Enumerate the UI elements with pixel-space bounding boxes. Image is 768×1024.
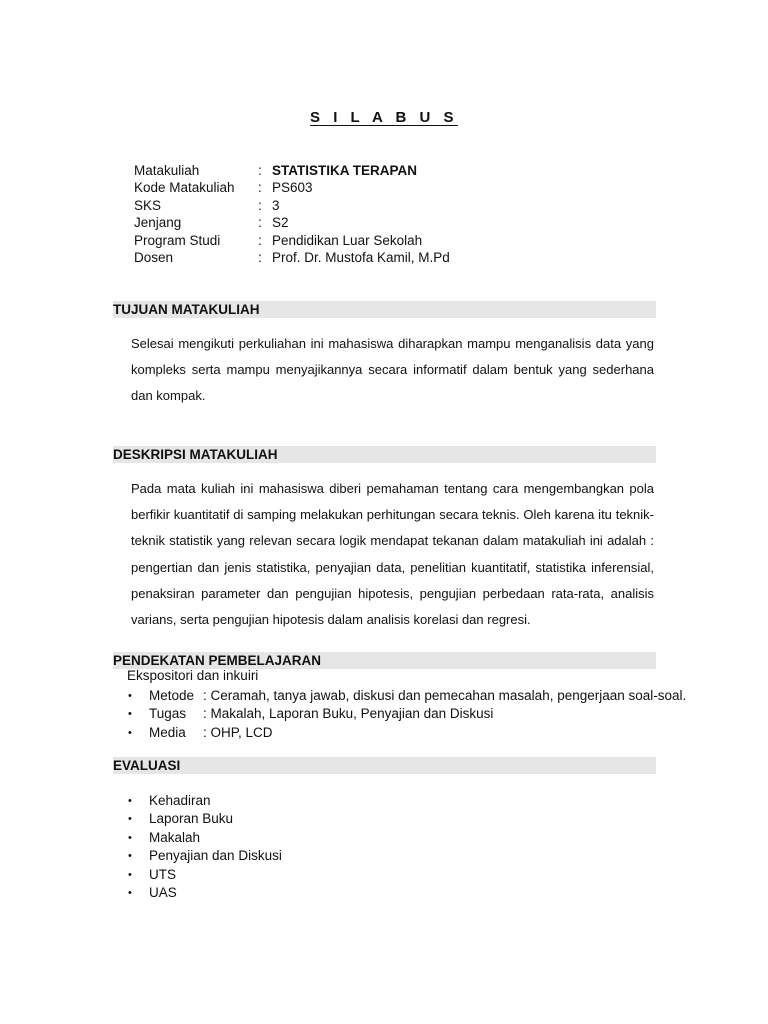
tujuan-paragraph: Selesai mengikuti perkuliahan ini mahasiswa diharapkan mampu menganalisis data yang kompleks serta mampu menyajikannya secara informatif dalam bentuk yang sederhana dan kompak. [131, 336, 654, 404]
info-value: 3 [272, 197, 280, 213]
section-heading-deskripsi: DESKRIPSI MATAKULIAH [113, 446, 656, 463]
info-row-program-studi [134, 232, 654, 249]
bullet-icon: • [128, 708, 132, 721]
list-item [128, 792, 282, 810]
evaluasi-list [128, 792, 282, 902]
bullet-icon: • [128, 795, 132, 807]
info-label: Kode Matakuliah [134, 180, 235, 196]
info-colon: : [258, 249, 262, 265]
pendekatan-list [128, 687, 686, 742]
list-item [128, 724, 686, 742]
list-item-value: : Ceramah, tanya jawab, diskusi dan pemecahan masalah, pengerjaan soal-soal. [203, 688, 687, 703]
course-info-table [134, 162, 654, 266]
list-item-label: UTS [149, 866, 176, 882]
list-item-label: Laporan Buku [149, 811, 234, 827]
info-row-kode [134, 179, 654, 196]
list-item-label: Tugas [149, 706, 187, 722]
list-item-label: Penyajian dan Diskusi [149, 848, 282, 864]
info-label: Jenjang [134, 215, 182, 231]
list-item [128, 810, 282, 828]
list-item-value: : OHP, LCD [203, 724, 273, 740]
document-title: S I L A B U S [310, 109, 458, 126]
info-value: Prof. Dr. Mustofa Kamil, M.Pd [272, 249, 450, 265]
info-label: SKS [134, 197, 162, 213]
list-item [128, 705, 686, 723]
info-label: Matakuliah [134, 163, 200, 178]
list-item-label: Makalah [149, 829, 201, 845]
bullet-icon: • [128, 868, 132, 881]
bullet-icon: • [128, 726, 132, 739]
bullet-icon: • [128, 850, 132, 863]
list-item [128, 866, 282, 884]
info-value: Pendidikan Luar Sekolah [272, 232, 423, 248]
list-item-label: Metode [149, 688, 195, 703]
info-row-jenjang [134, 214, 654, 231]
info-row-matakuliah [134, 162, 654, 179]
list-item-label: UAS [149, 884, 177, 900]
bullet-icon: • [128, 690, 132, 702]
section-heading-evaluasi: EVALUASI [113, 757, 656, 774]
info-colon: : [258, 197, 262, 213]
list-item [128, 687, 686, 705]
info-value: PS603 [272, 180, 313, 196]
info-value: S2 [272, 215, 289, 231]
info-row-sks [134, 197, 654, 214]
pendekatan-intro: Ekspositori dan inkuiri [127, 668, 259, 683]
bullet-icon: • [128, 813, 132, 826]
info-colon: : [258, 180, 262, 196]
bullet-icon: • [128, 831, 132, 844]
section-heading-tujuan: TUJUAN MATAKULIAH [113, 301, 656, 318]
list-item-label: Media [149, 724, 186, 740]
list-item-label: Kehadiran [149, 793, 211, 808]
list-item-value: : Makalah, Laporan Buku, Penyajian dan Diskusi [203, 706, 494, 722]
list-item [128, 884, 282, 902]
deskripsi-paragraph: Pada mata kuliah ini mahasiswa diberi pemahaman tentang cara mengembangkan pola berfikir kuantitatif di samping melakukan perhitungan secara teknis. Oleh karena itu teknik-teknik statistik yang relevan secara logik mendapat tekanan dalam matakuliah ini adalah : pengertian dan jenis statistika, penyajian data, penelitian kuantitatif, statistika inferensial, penaksiran parameter dan pengujian hipotesis, pengujian perbedaan rata-rata, analisis varians, serta pengujian hipotesis dalam analisis korelasi dan regresi. [131, 481, 654, 628]
info-label: Dosen [134, 249, 174, 265]
info-row-dosen [134, 249, 654, 266]
info-label: Program Studi [134, 232, 221, 248]
list-item [128, 829, 282, 847]
info-colon: : [258, 232, 262, 248]
info-value: STATISTIKA TERAPAN [272, 163, 417, 178]
info-colon: : [258, 215, 262, 231]
section-heading-pendekatan: PENDEKATAN PEMBELAJARAN [113, 652, 656, 669]
bullet-icon: • [128, 886, 132, 899]
info-colon: : [258, 163, 262, 178]
list-item [128, 847, 282, 865]
